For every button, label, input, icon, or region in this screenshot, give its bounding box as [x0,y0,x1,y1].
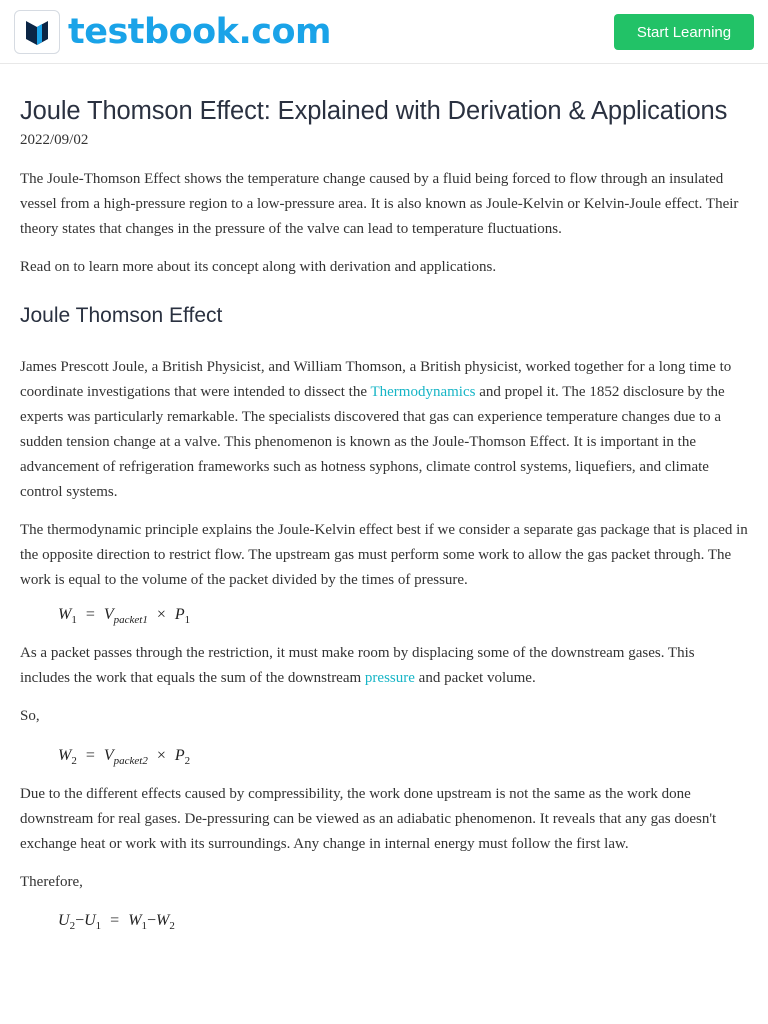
body-paragraph [20,641,748,691]
section-heading: Joule Thomson Effect [20,304,223,327]
body-paragraph [20,355,748,505]
site-header [0,0,768,64]
eq-subscript: 1 [95,920,102,932]
eq-symbol: W [58,606,72,623]
site-logo[interactable] [14,10,331,54]
thermodynamics-link[interactable]: Thermodynamics [370,384,476,400]
equation-work-upstream [58,603,748,627]
eq-operator: − [75,912,85,929]
eq-symbol: W [156,912,170,929]
equation-work-downstream [58,744,748,768]
body-paragraph: Therefore, [20,874,83,890]
eq-subscript: 2 [184,755,191,767]
eq-operator: = [85,606,95,623]
eq-operator: × [156,747,166,764]
start-learning-button[interactable]: Start Learning [614,14,754,50]
eq-subscript: packet1 [113,614,148,626]
eq-operator: = [110,912,120,929]
publish-date: 2022/09/02 [20,132,89,148]
eq-symbol: U [58,912,70,929]
eq-subscript: 1 [184,614,191,626]
equation-internal-energy [58,909,748,933]
eq-subscript: 2 [69,920,76,932]
body-paragraph: Due to the different effects caused by compressibility, the work done upstream is not the same as the work done downstream for real gases. De-pressuring can be viewed as an adiabatic phenomenon. It reveals that any gas doesn't exchange heat or work with its surroundings. Any change in internal energy must follow the first law. [20,786,717,852]
page-title: Joule Thomson Effect: Explained with Derivation & Applications [20,97,728,125]
text-run: and packet volume. [414,670,536,686]
eq-operator: − [147,912,157,929]
eq-symbol: W [128,912,142,929]
logo-text: testbook.com [68,12,332,52]
testbook-logo-icon [14,10,60,54]
eq-symbol: P [174,747,185,764]
eq-operator: × [156,606,166,623]
eq-subscript: 2 [169,920,175,932]
body-paragraph: The thermodynamic principle explains the Joule-Kelvin effect best if we consider a separate gas package that is placed in the opposite direction to restrict flow. The upstream gas must perform some work to allow the gas packet through. The work is equal to the volume of the packet divided by the times of pressure. [20,522,748,588]
intro-paragraph: The Joule-Thomson Effect shows the temperature change caused by a fluid being forced to flow through an insulated vessel from a high-pressure region to a low-pressure area. It is also known as Joule-Kelvin or Kelvin-Joule effect. Their theory states that changes in the pressure of the valve can lead to temperature fluctuations. [20,171,739,237]
article [20,96,748,933]
eq-subscript: packet2 [113,755,148,767]
eq-symbol: P [174,606,185,623]
text-run: James Prescott Joule, a British Physicist, and William Thomson, a British physicist, worked together for a long time to coordinate investigations that were intended to dissect the [20,359,732,400]
body-paragraph: So, [20,708,40,724]
eq-subscript: 2 [71,755,77,767]
eq-symbol: U [84,912,96,929]
pressure-link[interactable]: pressure [364,670,415,686]
eq-operator: = [85,747,95,764]
text-run: and propel it. The 1852 disclosure by the experts was particularly remarkable. The specialists discovered that gas can experience temperature changes due to a sudden tension change at a valve. This phenomenon is known as the Joule-Thomson Effect. It is important in the advancement of refrigeration frameworks such as hotness syphons, climate control systems, liquefiers, and climate control systems. [20,384,725,500]
eq-symbol: V [103,606,114,623]
eq-subscript: 1 [71,614,77,626]
text-run: As a packet passes through the restriction, it must make room by displacing some of the downstream gases. This includes the work that equals the sum of the downstream [20,645,695,686]
intro-paragraph: Read on to learn more about its concept along with derivation and applications. [20,259,497,275]
eq-subscript: 1 [141,920,148,932]
eq-symbol: V [103,747,114,764]
eq-symbol: W [58,747,72,764]
